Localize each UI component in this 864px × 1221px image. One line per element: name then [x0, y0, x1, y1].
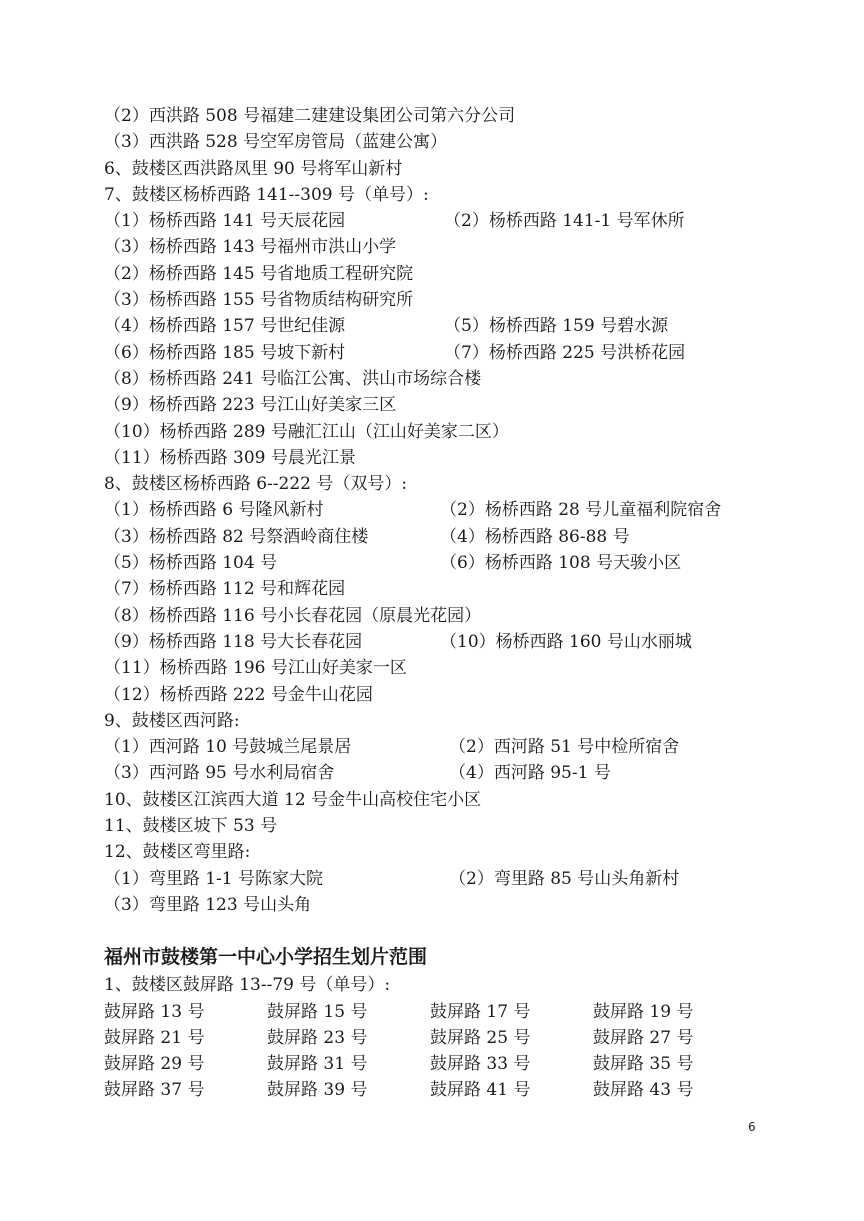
list-item: （1）弯里路 1-1 号陈家大院 （2）弯里路 85 号山头角新村 — [104, 868, 680, 889]
address-cell: 鼓屏路 21 号 — [104, 1027, 205, 1048]
list-item: （4）杨桥西路 157 号世纪佳源 （5）杨桥西路 159 号碧水源 — [104, 316, 669, 337]
list-item: （3）杨桥西路 155 号省物质结构研究所 — [104, 290, 414, 311]
address-cell: 鼓屏路 31 号 — [267, 1054, 368, 1075]
list-item: （9）杨桥西路 223 号江山好美家三区 — [104, 395, 397, 416]
document-content — [104, 103, 804, 1104]
list-item: （11）杨桥西路 196 号江山好美家一区 — [104, 658, 407, 679]
address-cell: 鼓屏路 23 号 — [267, 1027, 368, 1048]
section-item: 9、鼓楼区西河路: — [104, 710, 240, 731]
section-item: 11、鼓楼区坡下 53 号 — [104, 816, 278, 837]
address-cell: 鼓屏路 35 号 — [593, 1054, 694, 1075]
list-item: （3）西洪路 528 号空军房管局（蓝建公寓） — [104, 132, 448, 153]
address-cell: 鼓屏路 33 号 — [430, 1054, 531, 1075]
address-row — [104, 999, 804, 1025]
list-item: （2）杨桥西路 145 号省地质工程研究院 — [104, 263, 414, 284]
section-item: 10、鼓楼区江滨西大道 12 号金牛山高校住宅小区 — [104, 789, 482, 810]
list-item: （1）杨桥西路 6 号隆风新村 （2）杨桥西路 28 号儿童福利院宿舍 — [104, 500, 722, 521]
address-row — [104, 1077, 804, 1103]
list-item: （8）杨桥西路 116 号小长春花园（原晨光花园） — [104, 605, 482, 626]
list-item: （5）杨桥西路 104 号 （6）杨桥西路 108 号天骏小区 — [104, 553, 682, 574]
section-heading: 福州市鼓楼第一中心小学招生划片范围 — [104, 946, 428, 969]
address-cell: 鼓屏路 37 号 — [104, 1080, 205, 1101]
address-cell: 鼓屏路 39 号 — [267, 1080, 368, 1101]
list-item: （8）杨桥西路 241 号临江公寓、洪山市场综合楼 — [104, 368, 482, 389]
address-cell: 鼓屏路 41 号 — [430, 1080, 531, 1101]
section-item: 1、鼓楼区鼓屏路 13--79 号（单号）: — [104, 975, 391, 996]
address-cell: 鼓屏路 15 号 — [267, 1001, 368, 1022]
list-item: （2）西洪路 508 号福建二建建设集团公司第六分公司 — [104, 106, 516, 126]
section-item: 8、鼓楼区杨桥西路 6--222 号（双号）: — [104, 474, 408, 495]
address-cell: 鼓屏路 27 号 — [593, 1027, 694, 1048]
address-cell: 鼓屏路 25 号 — [430, 1027, 531, 1048]
list-item: （11）杨桥西路 309 号晨光江景 — [104, 447, 356, 468]
list-item: （1）杨桥西路 141 号天辰花园 （2）杨桥西路 141-1 号军休所 — [104, 211, 685, 232]
list-item: （1）西河路 10 号鼓城兰尾景居 （2）西河路 51 号中检所宿舍 — [104, 737, 680, 758]
address-row — [104, 1025, 804, 1051]
address-cell: 鼓屏路 43 号 — [593, 1080, 694, 1101]
section-item: 12、鼓楼区弯里路: — [104, 842, 251, 863]
list-item: （10）杨桥西路 289 号融汇江山（江山好美家二区） — [104, 421, 509, 442]
list-item: （6）杨桥西路 185 号坡下新村 （7）杨桥西路 225 号洪桥花园 — [104, 342, 686, 363]
list-item: （12）杨桥西路 222 号金牛山花园 — [104, 684, 373, 705]
address-cell: 鼓屏路 17 号 — [430, 1001, 531, 1022]
address-cell: 鼓屏路 29 号 — [104, 1054, 205, 1075]
list-item: （3）西河路 95 号水利局宿舍 （4）西河路 95-1 号 — [104, 763, 611, 784]
list-item: （3）杨桥西路 143 号福州市洪山小学 — [104, 237, 397, 258]
address-cell: 鼓屏路 19 号 — [593, 1001, 694, 1022]
list-item: （9）杨桥西路 118 号大长春花园 （10）杨桥西路 160 号山水丽城 — [104, 631, 692, 652]
page-number: 6 — [748, 1120, 756, 1134]
list-item: （7）杨桥西路 112 号和辉花园 — [104, 579, 346, 600]
list-item: （3）杨桥西路 82 号祭酒岭商住楼 （4）杨桥西路 86-88 号 — [104, 526, 630, 547]
list-item: （3）弯里路 123 号山头角 — [104, 894, 312, 915]
address-row — [104, 1051, 804, 1077]
section-item: 6、鼓楼区西洪路凤里 90 号将军山新村 — [104, 158, 403, 179]
section-item: 7、鼓楼区杨桥西路 141--309 号（单号）: — [104, 184, 429, 205]
address-cell: 鼓屏路 13 号 — [104, 1001, 205, 1022]
